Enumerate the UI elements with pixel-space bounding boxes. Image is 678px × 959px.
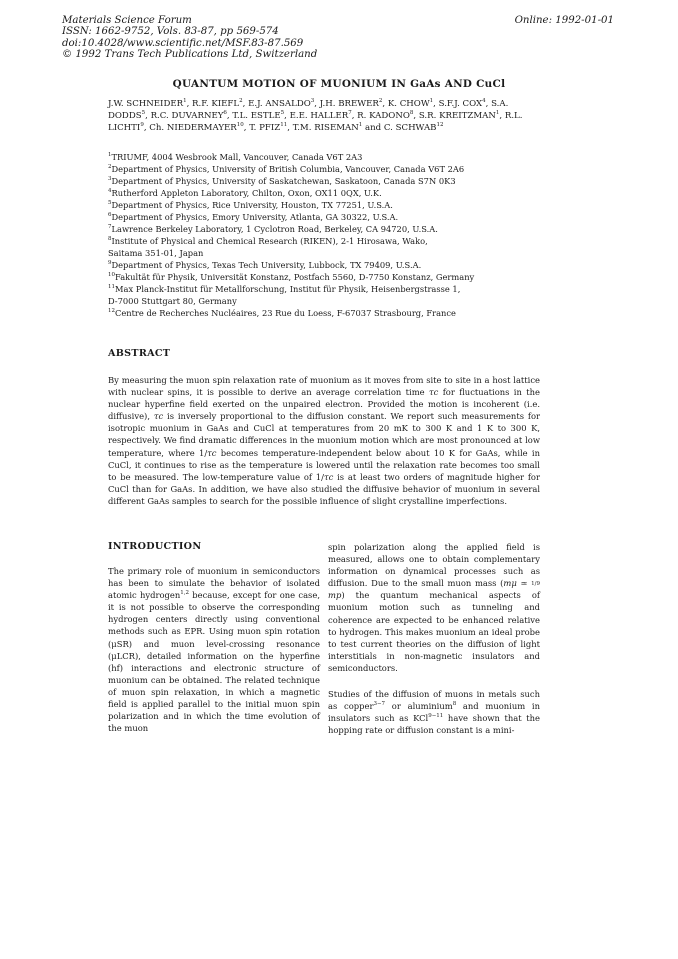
abstract-heading: ABSTRACT: [108, 348, 171, 359]
author: , T. PFIZ: [243, 123, 281, 134]
tau-c-symbol: τc: [323, 471, 334, 482]
journal-name: Materials Science Forum: [62, 15, 192, 26]
author: , E.E. HALLER: [284, 111, 349, 122]
paper-title: QUANTUM MOTION OF MUONIUM IN GaAs AND CuCl: [172, 78, 506, 90]
affiliation-line: $^2$Department of Physics, University of British Columbia, Vancouver, Canada V6T 2A6: [108, 164, 465, 174]
author: J.W. SCHNEIDER: [108, 99, 184, 109]
fraction: 1/9: [531, 581, 540, 588]
author: , T.L. ESTLE: [226, 111, 281, 122]
author: , R. KADONO: [351, 111, 410, 122]
author: , S.A. DODDS: [108, 99, 509, 122]
intro-paragraph: spin polarization along the applied field is measured, allows one to obtain complementary information on dynamical processes such as diffusion. Due to the small muon mass (mμ ≃ 1/9mp) the quantum mechanical aspects of muonium motion such as tunneling and coherence are expected to be enhanced relative to hydrogen. This makes muonium an ideal probe to test current theories on the diffusion of light interstitials in non-magnetic insulators and semiconductors.: [328, 542, 540, 673]
affiliation-line: $^9$Department of Physics, Texas Tech University, Lubbock, TX 79409, U.S.A.: [108, 260, 422, 270]
affiliation-line: $^5$Department of Physics, Rice University, Houston, TX 77251, U.S.A.: [108, 200, 393, 210]
abstract-text: By measuring the muon spin relaxation rate of muonium as it moves from site to site in a host lattice with nuclear spins, it is possible to derive an average correlation time τc for fluctuations in the nuclear hyperfine field exerted on the unpaired electron. Provided the motion is incoherent (i.e. diffusive), τc is inversely proportional to the diffusion constant. We report such measurements for isotropic muonium in GaAs and CuCl at temperatures from 20 mK to 300 K and 1 K to 300 K, respectively. We find dramatic differences in the muonium motion which are most pronounced at low temperature, where 1/τc becomes temperature-independent below about 10 K for GaAs, while in CuCl, it continues to rise as the temperature is lowered until the relaxation rate becomes too small to be measured. The low-temperature value of 1/τc is at least two orders of magnitude higher for CuCl than for GaAs. In addition, we have also studied the diffusive behavior of muonium in several different GaAs samples to search for the possible influence of slight crystalline imperfections.: [108, 375, 540, 506]
journal-issn: ISSN: 1662-9752, Vols. 83-87, pp 569-574: [62, 26, 279, 38]
author: , Ch. NIEDERMAYER: [143, 123, 237, 134]
intro-column-left: The primary role of muonium in semiconductors has been to simulate the behavior of isolated atomic hydrogen$^{1,2}$ because, except for one case, it is not possible to observe the corresponding hydrogen centers directly using conventional methods such as EPR. Using muon spin rotation (μSR) and muon level-crossing resonance (μLCR), detailed information on the hyperfine (hf) interactions and electronic structure of muonium can be obtained. The related technique of muon spin relaxation, in which a magnetic field is applied parallel to the initial muon spin polarization and in which the time evolution of the muon: [108, 566, 320, 734]
affiliation-line: $^4$Rutherford Appleton Laboratory, Chilton, Oxon, OX11 0QX, U.K.: [108, 188, 382, 198]
author: , R.C. DUVARNEY: [145, 111, 224, 122]
journal-doi: doi:10.4028/www.scientific.net/MSF.83-87.569: [62, 37, 304, 49]
author: , S.F.J. COX: [433, 99, 483, 109]
affiliation-line: $^3$Department of Physics, University of Saskatchewan, Saskatoon, Canada S7N 0K3: [108, 176, 456, 186]
citation: 8: [452, 701, 457, 708]
author: , J.H. BREWER: [314, 99, 379, 109]
affiliation-line: $^7$Lawrence Berkeley Laboratory, 1 Cyclotron Road, Berkeley, CA 94720, U.S.A.: [108, 224, 438, 234]
author: , S.R. KREITZMAN: [413, 111, 496, 122]
affiliation-line: D-7000 Stuttgart 80, Germany: [108, 296, 237, 306]
journal-header: [62, 15, 317, 61]
affiliation-list: [108, 151, 548, 319]
citation: 9−11: [428, 713, 444, 720]
proton-mass: mp: [328, 590, 342, 601]
intro-paragraph: Studies of the diffusion of muons in metals such as copper$^{3-7}$ or aluminium$^8$ and muonium in insulators such as KCl$^{9-11}$ have shown that the hopping rate or diffusion constant is a mini-: [328, 689, 541, 736]
author: , T.M. RISEMAN: [287, 123, 359, 134]
author-list: J.W. SCHNEIDER$^1$, R.F. KIEFL$^2$, E.J. ANSALDO$^3$, J.H. BREWER$^2$, K. CHOW$^1$, S.F.J. COX$^4$, S.A. DODDS$^5$, R.C. DUVARNEY$^6$, T.L. ESTLE$^5$, E.E. HALLER$^7$, R. KADONO$^8$, S.R. KREITZMAN$^1$, R.L. LICHTI$^9$, Ch. NIEDERMAYER$^{10}$, T. PFIZ$^{11}$, T.M. RISEMAN$^1$ and C. SCHWAB$^{12}$: [108, 98, 523, 134]
author: , R.F. KIEFL: [186, 99, 240, 109]
tau-c-symbol: τc: [207, 447, 217, 458]
citation: 1,2: [180, 590, 189, 597]
introduction-heading: INTRODUCTION: [108, 541, 202, 552]
intro-column-right: [328, 541, 540, 736]
author: , K. CHOW: [382, 99, 430, 109]
tau-c-symbol: τc: [428, 387, 439, 398]
author: , R.L. LICHTI: [108, 111, 523, 134]
journal-copyright: © 1992 Trans Tech Publications Ltd, Switzerland: [62, 49, 318, 61]
affiliation-line: $^1$TRIUMF, 4004 Wesbrook Mall, Vancouver, Canada V6T 2A3: [108, 152, 363, 162]
mass-relation: mμ ≃: [503, 578, 528, 589]
affiliation-line: $^{11}$Max Planck-Institut für Metallforschung, Institut für Physik, Heisenbergstrasse 1,: [108, 284, 461, 294]
tau-c-symbol: τc: [153, 411, 164, 422]
author: and C. SCHWAB: [362, 123, 437, 134]
affiliation-line: $^{12}$Centre de Recherches Nucléaires, 23 Rue du Loess, F-67037 Strasbourg, France: [108, 308, 456, 318]
affiliation-line: Saitama 351-01, Japan: [108, 248, 204, 258]
affiliation-line: $^6$Department of Physics, Emory University, Atlanta, GA 30322, U.S.A.: [108, 212, 399, 222]
online-date: Online: 1992-01-01: [514, 15, 614, 26]
affiliation-line: $^8$Institute of Physical and Chemical Research (RIKEN), 2-1 Hirosawa, Wako,: [108, 236, 428, 246]
citation: 3−7: [373, 701, 386, 708]
affiliation-line: $^{10}$Fakultät für Physik, Universität Konstanz, Postfach 5560, D-7750 Konstanz, Germany: [108, 272, 475, 282]
author: , E.J. ANSALDO: [242, 99, 311, 109]
